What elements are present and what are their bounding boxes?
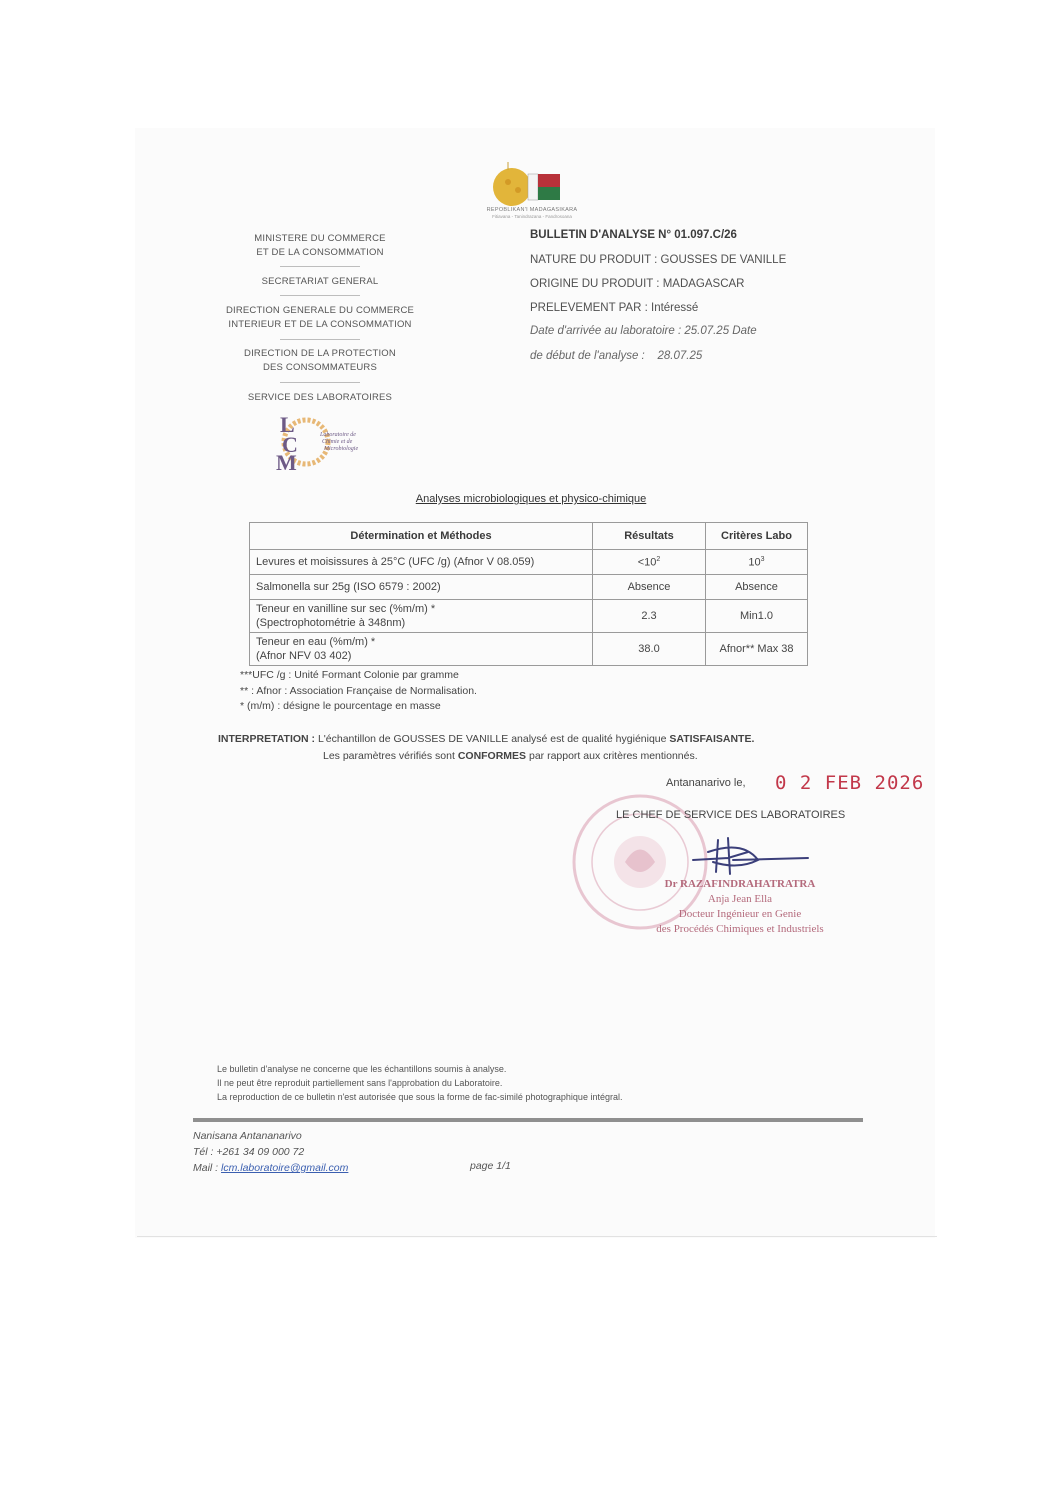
table-header-row [250, 523, 808, 550]
secretariat-general: SECRETARIAT GENERAL [261, 276, 379, 287]
direction-generale [215, 304, 425, 332]
footer-email-link[interactable]: lcm.laboratoire@gmail.com [221, 1162, 349, 1174]
table-row [250, 575, 808, 600]
disclaimer-line-1: Le bulletin d'analyse ne concerne que les échantillons soumis à analyse. [217, 1064, 507, 1074]
row-result [593, 550, 706, 575]
row-method [250, 550, 593, 575]
method-label: Teneur en eau (%m/m) * [256, 636, 376, 648]
handwritten-signature [688, 830, 813, 880]
signature-place: Antananarivo le, [666, 777, 746, 789]
footer-phone: Tél : +261 34 09 000 72 [193, 1146, 305, 1158]
result-exponent: 2 [656, 555, 661, 563]
date-stamp: 0 2 FEB 2026 [775, 772, 925, 794]
disclaimer [217, 1062, 622, 1104]
table-row [250, 633, 808, 666]
emblem-flag-white [528, 174, 538, 200]
prelevement: PRELEVEMENT PAR : Intéressé [530, 302, 699, 314]
method-label: Salmonella sur 25g (ISO 6579 : 2002) [256, 581, 441, 593]
criteria-value: 10 [748, 556, 761, 569]
direction-generale-line-2: INTERIEUR ET DE LA CONSOMMATION [228, 319, 412, 330]
method-reference: (Afnor NFV 03 402) [256, 650, 352, 662]
svg-text:M: M [276, 450, 297, 470]
footer-rule [193, 1118, 863, 1122]
svg-text:Laboratoire de: Laboratoire de [320, 432, 356, 438]
signatory-title-1: Docteur Ingénieur en Genie [678, 908, 802, 920]
chief-title: LE CHEF DE SERVICE DES LABORATOIRES [616, 809, 846, 821]
row-result: 2.3 [593, 600, 706, 633]
row-method [250, 600, 593, 633]
ministry-separator [280, 382, 360, 383]
interpretation-verdict: SATISFAISANTE. [669, 733, 755, 745]
signatory-title-2: des Procédés Chimiques et Industriels [656, 923, 824, 935]
direction-protection-line-2: DES CONSOMMATEURS [262, 362, 378, 373]
date-debut-analyse: de début de l'analyse : 28.07.25 [530, 350, 703, 362]
emblem-motto: Fitiavana - Tanindrazana - Fandrosoana [492, 214, 572, 219]
direction-generale-line-1: DIRECTION GENERALE DU COMMERCE [225, 305, 415, 316]
interpretation-text: L'échantillon de GOUSSES DE VANILLE analysé est de qualité hygiénique [315, 733, 670, 745]
service-laboratoires: SERVICE DES LABORATOIRES [247, 392, 393, 403]
svg-text:C: C [282, 432, 298, 457]
note-ufc: ***UFC /g : Unité Formant Colonie par gramme [240, 669, 459, 681]
ministry-line-2: ET DE LA CONSOMMATION [256, 247, 384, 258]
note-mm: * (m/m) : désigne le pourcentage en masse [240, 700, 441, 712]
table-notes [240, 668, 477, 715]
row-criteria: Afnor** Max 38 [706, 633, 808, 666]
scan-edge-line [137, 1236, 937, 1237]
row-method [250, 575, 593, 600]
method-label: Levures et moisissures à 25°C (UFC /g) (Afnor V 08.059) [256, 556, 535, 568]
result-value: <10 [637, 556, 657, 569]
section-title: Analyses microbiologiques et physico-chimique [415, 493, 647, 505]
svg-text:L: L [280, 412, 295, 437]
signatory-name: Dr RAZAFINDRAHATRATRA [664, 878, 816, 890]
results-table [249, 522, 808, 666]
ministry-separator [280, 266, 360, 267]
footer-address: Nanisana Antananarivo [193, 1130, 302, 1142]
date-arrivee: Date d'arrivée au laboratoire : 25.07.25 Date [530, 325, 757, 337]
row-result: 38.0 [593, 633, 706, 666]
row-criteria: Min1.0 [706, 600, 808, 633]
interpretation-text-2: Les paramètres vérifiés sont [323, 750, 458, 762]
row-criteria: Absence [706, 575, 808, 600]
header-criteria: Critères Labo [706, 523, 808, 550]
footer-contact [193, 1128, 348, 1176]
ministry-name [215, 232, 425, 260]
lcm-logo [272, 410, 392, 470]
nature-produit: NATURE DU PRODUIT : GOUSSES DE VANILLE [530, 254, 787, 266]
emblem-flag-green [538, 187, 560, 200]
emblem-flag-red [538, 174, 560, 187]
direction-protection-line-1: DIRECTION DE LA PROTECTION [244, 348, 396, 359]
interpretation-conformes: CONFORMES [457, 750, 527, 762]
signatory-block [640, 877, 840, 937]
origine-produit: ORIGINE DU PRODUIT : MADAGASCAR [530, 278, 745, 290]
method-label: Teneur en vanilline sur sec (%m/m) * [256, 603, 436, 615]
table-row [250, 550, 808, 575]
emblem-sun [493, 168, 531, 206]
header-methods: Détermination et Méthodes [250, 523, 593, 550]
note-afnor: ** : Afnor : Association Française de Normalisation. [240, 684, 477, 697]
svg-text:Chimie et de: Chimie et de [322, 439, 353, 445]
method-reference: (Spectrophotométrie à 348nm) [256, 617, 406, 629]
ministry-line-1: MINISTERE DU COMMERCE [254, 233, 386, 244]
row-method [250, 633, 593, 666]
bulletin-title: BULLETIN D'ANALYSE N° 01.097.C/26 [530, 229, 737, 241]
ministry-separator [280, 339, 360, 340]
emblem-caption: REPOBLIKAN'I MADAGASIKARA [486, 207, 578, 213]
page-number: page 1/1 [470, 1160, 511, 1172]
row-criteria [706, 550, 808, 575]
header-results: Résultats [593, 523, 706, 550]
disclaimer-line-3: La reproduction de ce bulletin n'est autorisée que sous la forme de fac-similé photographique intégral. [217, 1092, 623, 1102]
interpretation [218, 731, 838, 765]
row-result: Absence [593, 575, 706, 600]
svg-text:Microbiologie: Microbiologie [324, 446, 359, 452]
disclaimer-line-2: Il ne peut être reproduit partiellement sans l'approbation du Laboratoire. [217, 1078, 503, 1088]
interpretation-label: INTERPRETATION : [218, 733, 316, 745]
direction-protection [215, 347, 425, 375]
interpretation-text-3: par rapport aux critères mentionnés. [526, 750, 698, 762]
signatory-firstname: Anja Jean Ella [707, 893, 773, 905]
ministry-separator [280, 295, 360, 296]
table-row [250, 600, 808, 633]
footer-mail-label: Mail : [193, 1162, 222, 1174]
criteria-exponent: 3 [760, 555, 765, 563]
